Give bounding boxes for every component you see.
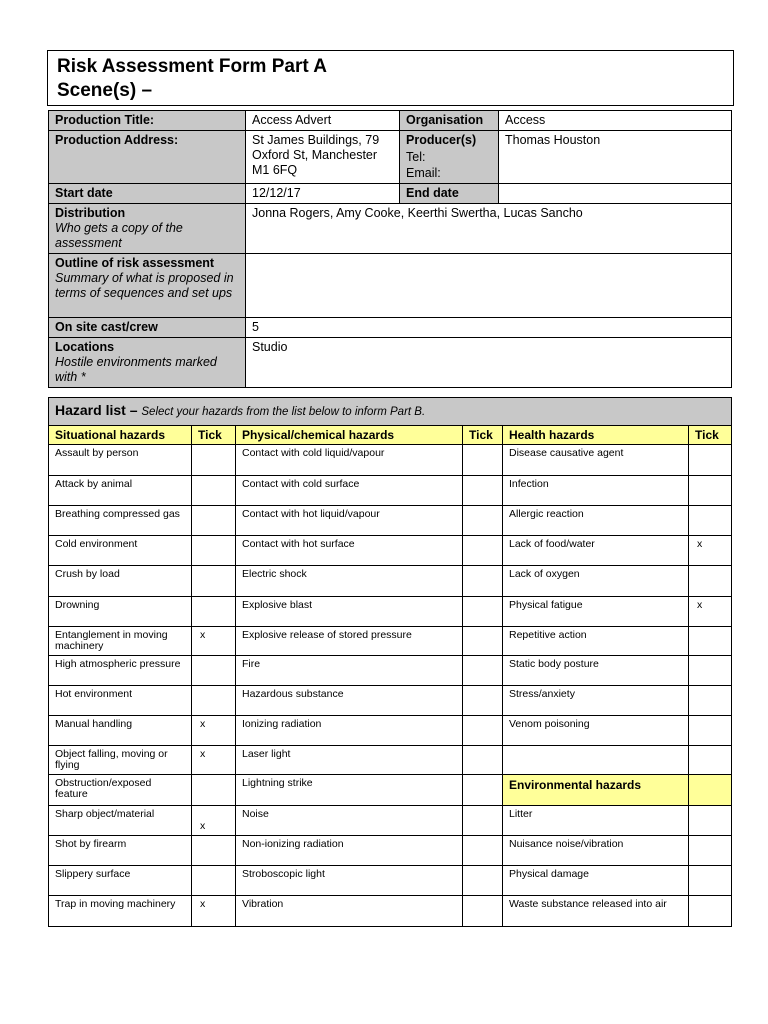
health-tick-cell[interactable] xyxy=(689,656,732,686)
physical-hazard: Stroboscopic light xyxy=(236,866,463,896)
situational-hazard: Attack by animal xyxy=(49,476,192,506)
health-hazard: Nuisance noise/vibration xyxy=(503,836,689,866)
producer-label: Producer(s) xyxy=(406,133,477,147)
situational-hazard: Manual handling xyxy=(49,716,192,746)
physical-tick-cell[interactable] xyxy=(463,686,503,716)
col-tick: Tick xyxy=(689,426,732,445)
health-tick-cell[interactable] xyxy=(689,506,732,536)
physical-hazard: Electric shock xyxy=(236,566,463,597)
health-tick-cell[interactable] xyxy=(689,896,732,927)
tel-label: Tel: xyxy=(406,150,426,164)
situational-hazard: Cold environment xyxy=(49,536,192,566)
distribution-label: Distribution xyxy=(55,206,126,220)
health-tick-cell[interactable] xyxy=(689,566,732,597)
address-line: Oxford St, Manchester xyxy=(252,148,378,162)
situational-hazard: Breathing compressed gas xyxy=(49,506,192,536)
health-hazard: Static body posture xyxy=(503,656,689,686)
address-line: St James Buildings, 79 xyxy=(252,133,380,147)
health-hazard: Lack of food/water xyxy=(503,536,689,566)
physical-tick-cell[interactable] xyxy=(463,896,503,927)
col-health-hazards: Health hazards xyxy=(503,426,689,445)
physical-tick-cell[interactable] xyxy=(463,627,503,656)
cast-crew-label: On site cast/crew xyxy=(49,318,246,338)
locations-label-cell xyxy=(49,338,246,388)
situational-hazard: Trap in moving machinery xyxy=(49,896,192,927)
col-tick: Tick xyxy=(463,426,503,445)
situational-tick-cell[interactable] xyxy=(192,445,236,476)
health-tick-cell[interactable] xyxy=(689,806,732,836)
col-physical-hazards: Physical/chemical hazards xyxy=(236,426,463,445)
physical-hazard: Non-ionizing radiation xyxy=(236,836,463,866)
hazard-row xyxy=(49,445,732,476)
col-situational-hazards: Situational hazards xyxy=(49,426,192,445)
hazard-row xyxy=(49,836,732,866)
health-hazard: Infection xyxy=(503,476,689,506)
health-tick-cell[interactable] xyxy=(689,627,732,656)
health-tick-cell[interactable] xyxy=(689,866,732,896)
situational-hazard: Obstruction/exposed feature xyxy=(49,775,192,806)
physical-hazard: Lightning strike xyxy=(236,775,463,806)
hazard-list-table xyxy=(48,397,732,927)
producer-value[interactable]: Thomas Houston xyxy=(499,131,732,184)
start-date-label: Start date xyxy=(49,184,246,204)
physical-tick-cell[interactable] xyxy=(463,866,503,896)
situational-tick-cell[interactable] xyxy=(192,536,236,566)
situational-tick-cell[interactable] xyxy=(192,597,236,627)
health-tick-cell[interactable]: x xyxy=(689,536,732,566)
physical-hazard: Contact with cold liquid/vapour xyxy=(236,445,463,476)
hazard-row xyxy=(49,716,732,746)
distribution-sublabel: Who gets a copy of the assessment xyxy=(55,221,183,250)
locations-value[interactable]: Studio xyxy=(246,338,732,388)
organisation-label: Organisation xyxy=(400,111,499,131)
physical-tick-cell[interactable] xyxy=(463,445,503,476)
situational-hazard: Shot by firearm xyxy=(49,836,192,866)
end-date-label: End date xyxy=(400,184,499,204)
physical-tick-cell[interactable] xyxy=(463,836,503,866)
health-tick-cell[interactable]: x xyxy=(689,597,732,627)
situational-hazard: Crush by load xyxy=(49,566,192,597)
physical-hazard: Contact with cold surface xyxy=(236,476,463,506)
hazard-row xyxy=(49,597,732,627)
health-tick-cell[interactable] xyxy=(689,476,732,506)
organisation-value[interactable]: Access xyxy=(499,111,732,131)
physical-hazard: Fire xyxy=(236,656,463,686)
situational-hazard: Assault by person xyxy=(49,445,192,476)
health-tick-cell[interactable] xyxy=(689,746,732,775)
physical-hazard: Explosive release of stored pressure xyxy=(236,627,463,656)
health-hazard: Repetitive action xyxy=(503,627,689,656)
hazard-row xyxy=(49,506,732,536)
col-tick: Tick xyxy=(192,426,236,445)
physical-tick-cell[interactable] xyxy=(463,716,503,746)
hazard-row xyxy=(49,566,732,597)
form-title-box xyxy=(47,50,734,106)
physical-hazard: Contact with hot surface xyxy=(236,536,463,566)
health-hazard: Physical damage xyxy=(503,866,689,896)
health-hazard: Physical fatigue xyxy=(503,597,689,627)
production-address-value[interactable] xyxy=(246,131,400,184)
environmental-tick-header xyxy=(689,775,732,806)
scene-title: Scene(s) – xyxy=(57,80,153,101)
hazard-row xyxy=(49,775,732,806)
production-title-value[interactable]: Access Advert xyxy=(246,111,400,131)
situational-tick-cell[interactable] xyxy=(192,775,236,806)
address-line: M1 6FQ xyxy=(252,163,298,177)
situational-tick-cell[interactable] xyxy=(192,686,236,716)
locations-sublabel: Hostile environments marked with * xyxy=(55,355,217,384)
situational-hazard: Drowning xyxy=(49,597,192,627)
health-hazard: Disease causative agent xyxy=(503,445,689,476)
production-title-label: Production Title: xyxy=(49,111,246,131)
hazard-row xyxy=(49,896,732,927)
situational-hazard: Slippery surface xyxy=(49,866,192,896)
physical-tick-cell[interactable] xyxy=(463,476,503,506)
situational-tick-cell[interactable] xyxy=(192,566,236,597)
hazard-row xyxy=(49,806,732,836)
health-hazard: Litter xyxy=(503,806,689,836)
locations-label: Locations xyxy=(55,340,115,354)
email-label: Email: xyxy=(406,166,441,180)
physical-tick-cell[interactable] xyxy=(463,597,503,627)
situational-tick-cell[interactable] xyxy=(192,866,236,896)
start-date-value[interactable]: 12/12/17 xyxy=(246,184,400,204)
hazard-row xyxy=(49,536,732,566)
situational-tick-cell[interactable]: x xyxy=(192,806,236,836)
outline-label-cell xyxy=(49,254,246,318)
hazard-row xyxy=(49,627,732,656)
cast-crew-value[interactable]: 5 xyxy=(246,318,732,338)
physical-tick-cell[interactable] xyxy=(463,746,503,775)
health-hazard: Waste substance released into air xyxy=(503,896,689,927)
physical-hazard: Explosive blast xyxy=(236,597,463,627)
outline-sublabel: Summary of what is proposed in terms of sequences and set ups xyxy=(55,271,234,300)
physical-hazard: Hazardous substance xyxy=(236,686,463,716)
health-hazard xyxy=(503,746,689,775)
physical-tick-cell[interactable] xyxy=(463,656,503,686)
production-info-table xyxy=(48,110,732,388)
health-hazard: Venom poisoning xyxy=(503,716,689,746)
physical-hazard: Ionizing radiation xyxy=(236,716,463,746)
health-hazard: Stress/anxiety xyxy=(503,686,689,716)
distribution-value[interactable]: Jonna Rogers, Amy Cooke, Keerthi Swertha, Lucas Sancho xyxy=(246,204,732,254)
production-address-label: Production Address: xyxy=(49,131,246,184)
situational-tick-cell[interactable]: x xyxy=(192,746,236,775)
health-tick-cell[interactable] xyxy=(689,836,732,866)
form-title: Risk Assessment Form Part A xyxy=(57,56,327,77)
health-hazard: Lack of oxygen xyxy=(503,566,689,597)
situational-hazard: Hot environment xyxy=(49,686,192,716)
physical-tick-cell[interactable] xyxy=(463,775,503,806)
situational-tick-cell[interactable] xyxy=(192,656,236,686)
situational-tick-cell[interactable] xyxy=(192,476,236,506)
situational-hazard: Object falling, moving or flying xyxy=(49,746,192,775)
hazard-row xyxy=(49,866,732,896)
situational-hazard: Sharp object/material xyxy=(49,806,192,836)
hazard-row xyxy=(49,686,732,716)
situational-tick-cell[interactable] xyxy=(192,506,236,536)
situational-hazard: Entanglement in moving machinery xyxy=(49,627,192,656)
physical-tick-cell[interactable] xyxy=(463,536,503,566)
physical-tick-cell[interactable] xyxy=(463,506,503,536)
health-tick-cell[interactable] xyxy=(689,716,732,746)
hazard-list-instruction: Select your hazards from the list below to inform Part B. xyxy=(141,406,426,418)
physical-hazard: Vibration xyxy=(236,896,463,927)
producer-label-cell xyxy=(400,131,499,184)
physical-hazard: Laser light xyxy=(236,746,463,775)
outline-value[interactable] xyxy=(246,254,732,318)
health-tick-cell[interactable] xyxy=(689,686,732,716)
outline-label: Outline of risk assessment xyxy=(55,256,215,270)
health-hazard: Allergic reaction xyxy=(503,506,689,536)
situational-hazard: High atmospheric pressure xyxy=(49,656,192,686)
hazard-list-title: Hazard list – xyxy=(55,402,138,418)
hazard-list-header xyxy=(49,398,732,426)
health-tick-cell[interactable] xyxy=(689,445,732,476)
situational-tick-cell[interactable]: x xyxy=(192,716,236,746)
hazard-row xyxy=(49,656,732,686)
hazard-row xyxy=(49,746,732,775)
physical-hazard: Contact with hot liquid/vapour xyxy=(236,506,463,536)
situational-tick-cell[interactable]: x xyxy=(192,896,236,927)
physical-hazard: Noise xyxy=(236,806,463,836)
hazard-row xyxy=(49,476,732,506)
situational-tick-cell[interactable]: x xyxy=(192,627,236,656)
physical-tick-cell[interactable] xyxy=(463,566,503,597)
situational-tick-cell[interactable] xyxy=(192,836,236,866)
environmental-hazards-header: Environmental hazards xyxy=(503,775,689,806)
end-date-value[interactable] xyxy=(499,184,732,204)
distribution-label-cell xyxy=(49,204,246,254)
physical-tick-cell[interactable] xyxy=(463,806,503,836)
